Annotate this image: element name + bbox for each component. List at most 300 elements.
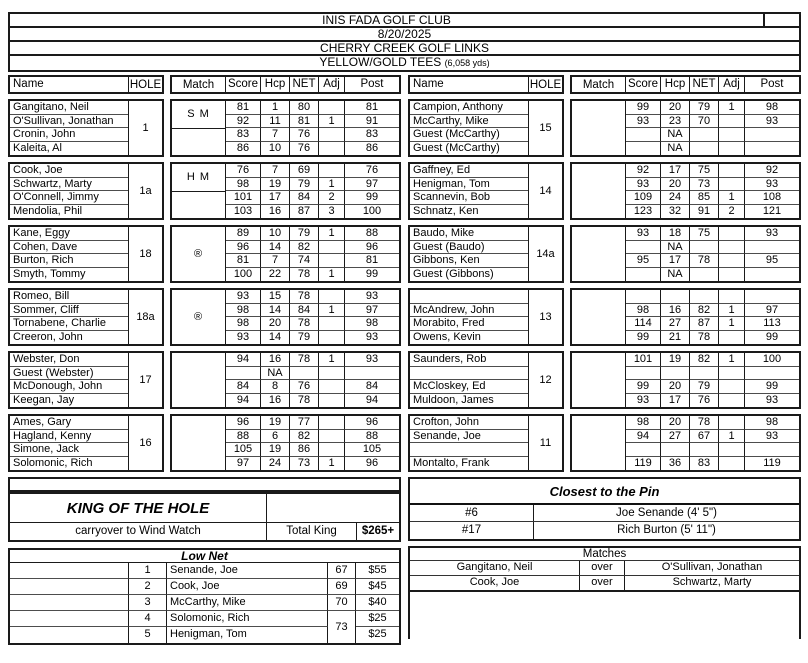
post-cell: [745, 443, 799, 457]
match-cell: S M: [172, 101, 225, 129]
course-name: CHERRY CREEK GOLF LINKS: [320, 41, 489, 55]
column-header-hcp: Hcp: [261, 77, 290, 92]
adj-cell: 1: [319, 178, 345, 192]
adj-cell: 2: [319, 191, 345, 205]
king-carryover-note: carryover to Wind Watch: [10, 523, 267, 540]
net-cell: [690, 241, 719, 255]
net-cell: 87: [690, 317, 719, 331]
score-cell: [226, 367, 261, 381]
tees-line: [10, 56, 799, 70]
adj-cell: [319, 443, 345, 457]
roster-group: [408, 162, 801, 220]
post-cell: 94: [365, 393, 379, 406]
player-name-cell: Montalto, Frank: [413, 456, 490, 469]
hole-number-cell: 1: [128, 101, 162, 155]
player-name-cell: Campion, Anthony: [410, 101, 528, 115]
match-winner: Cook, Joe: [410, 576, 580, 591]
hcp-cell: 19: [661, 353, 690, 367]
closest-to-pin-row: [410, 505, 799, 522]
roster-group: [8, 99, 401, 157]
title-row-club: [10, 14, 799, 28]
match-column: [172, 101, 226, 155]
adj-cell: [719, 241, 745, 255]
player-name-cell: Ames, Gary: [10, 416, 128, 430]
post-cell: 100: [362, 204, 382, 217]
adj-cell: [719, 164, 745, 178]
score-cell: [626, 128, 661, 142]
column-header-hole: HOLE: [529, 78, 562, 91]
score-cell: 109: [626, 191, 661, 205]
player-name-cell: McDonough, John: [10, 380, 128, 394]
match-score-box: [570, 99, 801, 157]
score-grid: [226, 290, 399, 344]
net-cell: 78: [290, 290, 319, 304]
player-name-cell: Kaleita, Al: [13, 141, 62, 154]
column-header-hcp: Hcp: [661, 77, 690, 92]
bottom-section: [8, 477, 801, 645]
score-cell: 93: [626, 227, 661, 241]
low-net-name: Solomonic, Rich: [167, 611, 328, 627]
net-cell: 76: [290, 142, 319, 156]
net-cell: [690, 443, 719, 457]
net-cell: 81: [290, 115, 319, 129]
roster-group: [408, 351, 801, 409]
low-net-prize: $25: [368, 628, 387, 640]
net-cell: 73: [290, 457, 319, 471]
player-name-cell: Hagland, Kenny: [10, 430, 128, 444]
match-winner: Gangitano, Neil: [410, 561, 580, 575]
names-column: [410, 416, 528, 470]
hcp-cell: 20: [261, 317, 290, 331]
name-hole-box: [408, 351, 564, 409]
hcp-cell: 15: [261, 290, 290, 304]
hcp-cell: NA: [661, 241, 690, 255]
column-header-post: Post: [360, 78, 384, 90]
score-grid: [226, 164, 399, 218]
hcp-cell: 16: [661, 304, 690, 318]
low-net-rank: 2: [129, 579, 167, 595]
name-hole-box: [8, 288, 164, 346]
net-cell: 78: [290, 317, 319, 331]
match-cell: [572, 164, 625, 218]
score-cell: 76: [226, 164, 261, 178]
adj-cell: [319, 290, 345, 304]
title-row-course: [10, 42, 799, 56]
net-cell: 75: [690, 227, 719, 241]
roster-header-right: [408, 75, 801, 94]
net-cell: 85: [690, 191, 719, 205]
player-name-cell: Keegan, Jay: [13, 393, 75, 406]
post-cell: 93: [765, 393, 779, 406]
score-cell: 101: [226, 191, 261, 205]
score-cell: 99: [626, 101, 661, 115]
score-cell: 98: [626, 304, 661, 318]
match-score-box: [570, 225, 801, 283]
roster-header-left: [8, 75, 401, 94]
low-net-rank: 3: [129, 595, 167, 611]
match-column: [172, 164, 226, 218]
hcp-cell: [661, 367, 690, 381]
adj-cell: [719, 443, 745, 457]
match-score-box: [170, 225, 401, 283]
score-cell: 93: [226, 290, 261, 304]
net-cell: 86: [290, 443, 319, 457]
title-side-cell: [763, 14, 799, 26]
hcp-cell: 36: [661, 457, 690, 471]
score-cell: 95: [626, 254, 661, 268]
player-name-cell: Simone, Jack: [10, 443, 128, 457]
adj-cell: [719, 416, 745, 430]
net-cell: 78: [690, 331, 719, 345]
hcp-cell: 14: [261, 241, 290, 255]
score-cell: 94: [226, 353, 261, 367]
score-cell: [626, 443, 661, 457]
player-name-cell: Mendolia, Phil: [13, 204, 83, 217]
closest-to-pin-row: [410, 522, 799, 539]
hcp-cell: 20: [661, 380, 690, 394]
post-cell: 99: [745, 380, 799, 394]
net-cell: 82: [290, 430, 319, 444]
hcp-cell: 17: [661, 254, 690, 268]
post-cell: 81: [345, 101, 399, 115]
match-loser: O'Sullivan, Jonathan: [661, 561, 763, 573]
hcp-cell: 24: [661, 191, 690, 205]
low-net-box: [8, 548, 401, 645]
hcp-cell: 18: [661, 227, 690, 241]
net-cell: 82: [690, 353, 719, 367]
post-cell: 98: [345, 317, 399, 331]
player-name-cell: Romeo, Bill: [10, 290, 128, 304]
net-cell: 79: [290, 331, 319, 345]
score-cell: 81: [226, 254, 261, 268]
post-cell: 99: [765, 330, 779, 343]
score-cell: 119: [626, 457, 661, 471]
post-cell: 108: [745, 191, 799, 205]
post-cell: 93: [345, 290, 399, 304]
net-cell: [690, 268, 719, 282]
adj-cell: [319, 128, 345, 142]
adj-cell: [319, 317, 345, 331]
net-cell: 82: [290, 241, 319, 255]
names-column: [10, 227, 128, 281]
column-header-net: NET: [290, 77, 319, 92]
score-cell: 94: [226, 394, 261, 408]
hcp-cell: 10: [261, 227, 290, 241]
player-name-cell: Schnatz, Ken: [413, 204, 479, 217]
hcp-cell: 19: [261, 443, 290, 457]
column-header-net: NET: [690, 77, 719, 92]
post-cell: [745, 128, 799, 142]
post-cell: 100: [745, 353, 799, 367]
score-grid: [226, 227, 399, 281]
hcp-cell: 20: [661, 178, 690, 192]
low-net-score-merged: 73: [328, 611, 356, 643]
score-cell: 93: [226, 331, 261, 345]
post-cell: 76: [345, 164, 399, 178]
column-header-name: Name: [413, 78, 444, 90]
score-cell: 98: [626, 416, 661, 430]
left-groups: [8, 99, 401, 472]
low-net-name: Cook, Joe: [167, 579, 328, 595]
match-column: [572, 416, 626, 470]
player-name-cell: Smyth, Tommy: [13, 267, 86, 280]
post-cell: [745, 367, 799, 381]
adj-cell: 2: [719, 205, 745, 219]
player-name-cell: Guest (Webster): [10, 367, 128, 381]
column-header-adj: Adj: [719, 77, 745, 92]
pin-hole-number: #6: [410, 505, 534, 521]
net-cell: [290, 367, 319, 381]
roster-group: [8, 225, 401, 283]
hcp-cell: NA: [261, 367, 290, 381]
match-cell: H M: [172, 164, 225, 192]
post-cell: 113: [745, 317, 799, 331]
hcp-cell: 14: [261, 304, 290, 318]
header-name-hole-box: [408, 75, 564, 94]
net-cell: 67: [690, 430, 719, 444]
matches-title: Matches: [410, 548, 799, 561]
player-name-cell: McAndrew, John: [410, 304, 528, 318]
hcp-cell: 24: [261, 457, 290, 471]
hcp-cell: NA: [661, 268, 690, 282]
post-cell: 119: [763, 456, 781, 469]
score-cell: 83: [226, 128, 261, 142]
hcp-cell: [661, 443, 690, 457]
adj-cell: [319, 416, 345, 430]
match-score-box: [170, 351, 401, 409]
post-cell: 86: [365, 141, 379, 154]
name-hole-box: [408, 288, 564, 346]
king-of-the-hole-box: [8, 492, 401, 542]
bottom-right-column: [408, 477, 801, 645]
score-cell: [626, 142, 661, 156]
score-cell: 98: [226, 304, 261, 318]
net-cell: 76: [690, 394, 719, 408]
matches-box: [408, 546, 801, 592]
score-cell: 97: [226, 457, 261, 471]
net-cell: 82: [690, 304, 719, 318]
hole-number-cell: 17: [128, 353, 162, 407]
player-name-cell: Guest (McCarthy): [410, 128, 528, 142]
low-net-score: 70: [328, 595, 356, 611]
adj-cell: [719, 227, 745, 241]
post-cell: 99: [365, 267, 379, 280]
match-cell: [172, 416, 225, 470]
match-score-box: [570, 288, 801, 346]
name-hole-box: [408, 225, 564, 283]
score-cell: 96: [226, 241, 261, 255]
hcp-cell: 27: [661, 430, 690, 444]
column-header-name: Name: [13, 78, 44, 90]
names-column: [10, 164, 128, 218]
post-cell: 81: [345, 254, 399, 268]
low-net-blank-cell: [10, 595, 129, 611]
adj-cell: [719, 178, 745, 192]
net-cell: 87: [290, 205, 319, 219]
net-cell: 73: [690, 178, 719, 192]
score-grid: [226, 101, 399, 155]
score-cell: 96: [226, 416, 261, 430]
net-cell: [690, 142, 719, 156]
player-name-cell: Senande, Joe: [410, 430, 528, 444]
net-cell: 75: [690, 164, 719, 178]
names-column: [410, 101, 528, 155]
score-cell: [626, 268, 661, 282]
player-name-cell: O'Connell, Jimmy: [10, 191, 128, 205]
score-cell: 92: [626, 164, 661, 178]
hcp-cell: 16: [261, 353, 290, 367]
adj-cell: [719, 254, 745, 268]
post-cell: 99: [345, 191, 399, 205]
post-cell: 97: [345, 178, 399, 192]
player-name-cell: Schwartz, Marty: [10, 178, 128, 192]
post-cell: 93: [745, 227, 799, 241]
post-cell: 83: [345, 128, 399, 142]
post-cell: 93: [745, 430, 799, 444]
post-cell: 97: [345, 304, 399, 318]
match-result-row: [410, 561, 799, 576]
hcp-cell: 22: [261, 268, 290, 282]
adj-cell: 1: [319, 457, 345, 471]
name-hole-box: [8, 99, 164, 157]
low-net-blank-cell: [10, 627, 129, 643]
adj-cell: 1: [319, 304, 345, 318]
hcp-cell: 1: [261, 101, 290, 115]
net-cell: 79: [290, 227, 319, 241]
score-cell: 92: [226, 115, 261, 129]
score-cell: [626, 241, 661, 255]
net-cell: 77: [290, 416, 319, 430]
player-name-cell: McCarthy, Mike: [410, 115, 528, 129]
hcp-cell: 17: [661, 394, 690, 408]
post-cell: 93: [345, 353, 399, 367]
adj-cell: 1: [719, 101, 745, 115]
player-name-cell: Creeron, John: [13, 330, 83, 343]
names-column: [10, 290, 128, 344]
net-cell: 78: [290, 353, 319, 367]
hcp-cell: 19: [261, 416, 290, 430]
player-name-cell: [410, 443, 528, 457]
player-name-cell: Webster, Don: [10, 353, 128, 367]
title-row-date: [10, 28, 799, 42]
post-cell: 95: [745, 254, 799, 268]
post-cell: 98: [745, 101, 799, 115]
score-grid: [626, 290, 799, 344]
hole-number-cell: 18a: [128, 290, 162, 344]
pin-winner: Joe Senande (4' 5"): [616, 507, 717, 519]
match-score-box: [170, 162, 401, 220]
title-block: [8, 12, 801, 72]
player-name-cell: Gangitano, Neil: [10, 101, 128, 115]
post-cell: 96: [365, 456, 379, 469]
closest-to-pin-box: [408, 477, 801, 541]
post-cell: [745, 142, 799, 156]
score-cell: 93: [626, 178, 661, 192]
adj-cell: [719, 394, 745, 408]
tees-yardage: (6,058 yds): [444, 58, 490, 68]
score-cell: 100: [226, 268, 261, 282]
names-column: [410, 290, 528, 344]
post-cell: 93: [745, 178, 799, 192]
adj-cell: 1: [319, 115, 345, 129]
pin-hole-number: #17: [410, 522, 534, 539]
post-cell: 96: [345, 241, 399, 255]
post-cell: 91: [345, 115, 399, 129]
adj-cell: [719, 290, 745, 304]
player-name-cell: Guest (Baudo): [410, 241, 528, 255]
match-column: [572, 227, 626, 281]
score-cell: 98: [226, 317, 261, 331]
adj-cell: 1: [719, 317, 745, 331]
player-name-cell: Tornabene, Charlie: [10, 317, 128, 331]
names-column: [410, 353, 528, 407]
match-cell: [572, 416, 625, 470]
score-cell: 99: [626, 331, 661, 345]
post-cell: 93: [745, 115, 799, 129]
adj-cell: 3: [319, 205, 345, 219]
column-header-hole: HOLE: [129, 78, 162, 91]
player-name-cell: [410, 367, 528, 381]
net-cell: 78: [690, 254, 719, 268]
score-grid: [626, 416, 799, 470]
names-column: [410, 227, 528, 281]
adj-cell: [719, 331, 745, 345]
player-name-cell: Muldoon, James: [413, 393, 494, 406]
net-cell: 70: [690, 115, 719, 129]
net-cell: 69: [290, 164, 319, 178]
hcp-cell: 14: [261, 331, 290, 345]
roster-group: [8, 351, 401, 409]
net-cell: 74: [290, 254, 319, 268]
title-row-tees: [10, 56, 799, 70]
adj-cell: [719, 142, 745, 156]
hcp-cell: 11: [261, 115, 290, 129]
low-net-name: Senande, Joe: [167, 563, 328, 579]
player-name-cell: Baudo, Mike: [410, 227, 528, 241]
name-hole-box: [408, 414, 564, 472]
score-cell: 98: [226, 178, 261, 192]
hcp-cell: 32: [661, 205, 690, 219]
name-hole-box: [8, 225, 164, 283]
net-cell: 80: [290, 101, 319, 115]
hcp-cell: 21: [661, 331, 690, 345]
player-name-cell: Sommer, Cliff: [10, 304, 128, 318]
score-cell: 86: [226, 142, 261, 156]
name-hole-box: [8, 351, 164, 409]
adj-cell: [319, 380, 345, 394]
score-cell: 93: [626, 115, 661, 129]
post-cell: 88: [345, 227, 399, 241]
hole-number-cell: 11: [528, 416, 562, 470]
post-cell: 84: [345, 380, 399, 394]
player-name-cell: Guest (McCarthy): [413, 141, 500, 154]
match-empty-cell: [172, 192, 225, 219]
net-cell: 76: [290, 128, 319, 142]
adj-cell: 1: [319, 353, 345, 367]
column-header-score: Score: [626, 77, 661, 92]
hcp-cell: NA: [661, 128, 690, 142]
post-cell: 105: [345, 443, 399, 457]
adj-cell: [719, 380, 745, 394]
player-name-cell: Owens, Kevin: [413, 330, 481, 343]
net-cell: 76: [290, 380, 319, 394]
header-score-box: [570, 75, 801, 94]
low-net-prize: $55: [356, 563, 399, 579]
hole-number-cell: 12: [528, 353, 562, 407]
roster-group: [8, 288, 401, 346]
roster-group: [8, 414, 401, 472]
score-cell: 88: [226, 430, 261, 444]
